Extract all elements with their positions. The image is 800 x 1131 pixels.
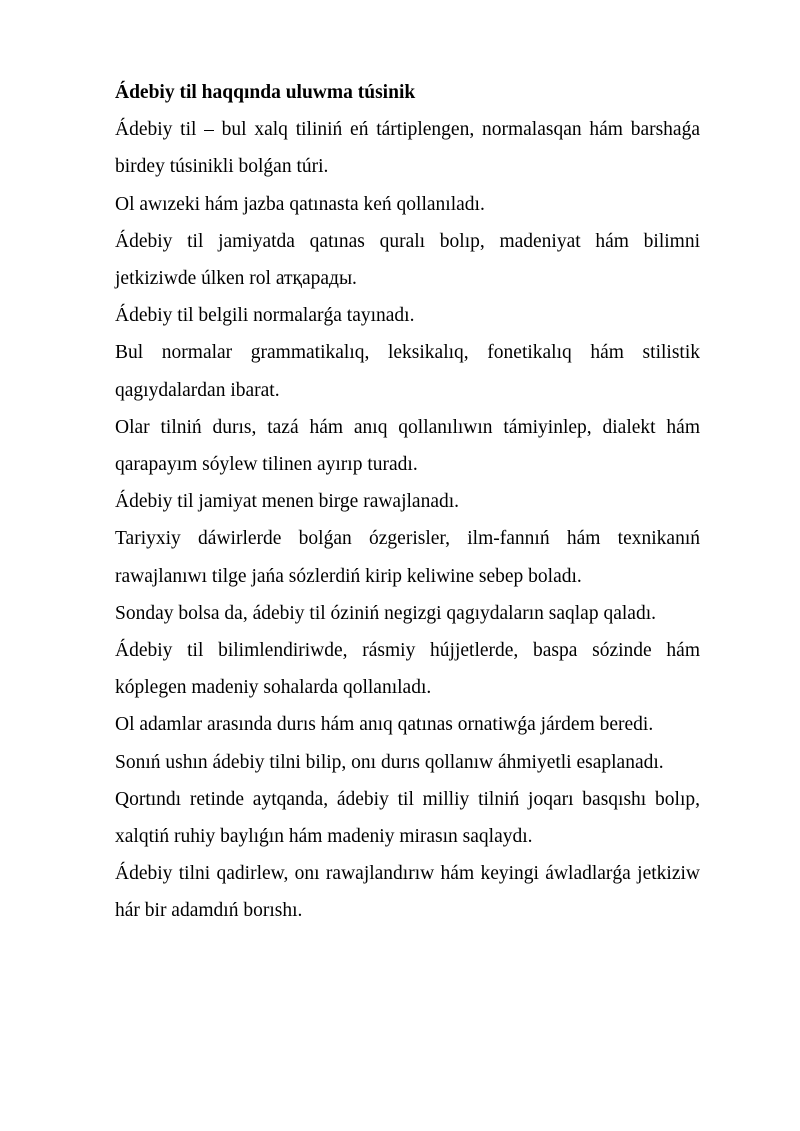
paragraph-5: Bul normalar grammatikalıq, leksikalıq, fonetikalıq hám stilistik qagıydalardan ibarat. bbox=[115, 342, 700, 401]
paragraph-9: Sonday bolsa da, ádebiy til óziniń negizgi qagıydaların saqlap qaladı. bbox=[115, 602, 656, 624]
paragraph-4: Ádebiy til belgili normalarǵa tayınadı. bbox=[115, 305, 415, 327]
paragraph-6: Olar tilniń durıs, tazá hám anıq qollanılıwın támiyinlep, dialekt hám qarapayım sóylew tilinen ayırıp turadı. bbox=[115, 416, 700, 476]
paragraph-1: Ádebiy til – bul xalq tiliniń eń tártiplengen, normalasqan hám barshaǵa birdey túsinikli bolǵan túri. bbox=[115, 119, 700, 178]
paragraph-14: Ádebiy tilni qadirlew, onı rawajlandırıw hám keyingi áwladlarǵa jetkiziw hár bir adamdıń borıshı. bbox=[115, 863, 700, 922]
document-title: Ádebiy til haqqında uluwma túsinik bbox=[115, 82, 416, 103]
paragraph-8: Tariyxiy dáwirlerde bolǵan ózgerisler, ilm-fannıń hám texnikanıń rawajlanıwı tilge jańa sózlerdiń kirip keliwine sebep boladı. bbox=[115, 528, 700, 587]
paragraph-12: Sonıń ushın ádebiy tilni bilip, onı durıs qollanıw áhmiyetli esaplanadı. bbox=[115, 751, 664, 773]
document-page bbox=[115, 74, 700, 930]
paragraph-2: Ol awızeki hám jazba qatınasta keń qollanıladı. bbox=[115, 193, 485, 215]
paragraph-7: Ádebiy til jamiyat menen birge rawajlanadı. bbox=[115, 491, 460, 513]
paragraph-10: Ádebiy til bilimlendiriwde, rásmiy hújjetlerde, baspa sózinde hám kóplegen madeniy sohalarda qollanıladı. bbox=[115, 640, 700, 699]
paragraph-13: Qortındı retinde aytqanda, ádebiy til milliy tilniń joqarı basqıshı bolıp, xalqtiń ruhiy baylıǵın hám madeniy mirasın saqlaydı. bbox=[115, 788, 700, 848]
paragraph-11: Ol adamlar arasında durıs hám anıq qatınas ornatiwǵa járdem beredi. bbox=[115, 714, 654, 736]
paragraph-3: Ádebiy til jamiyatda qatınas quralı bolıp, madeniyat hám bilimni jetkiziwde úlken rol атқарады. bbox=[115, 230, 700, 290]
